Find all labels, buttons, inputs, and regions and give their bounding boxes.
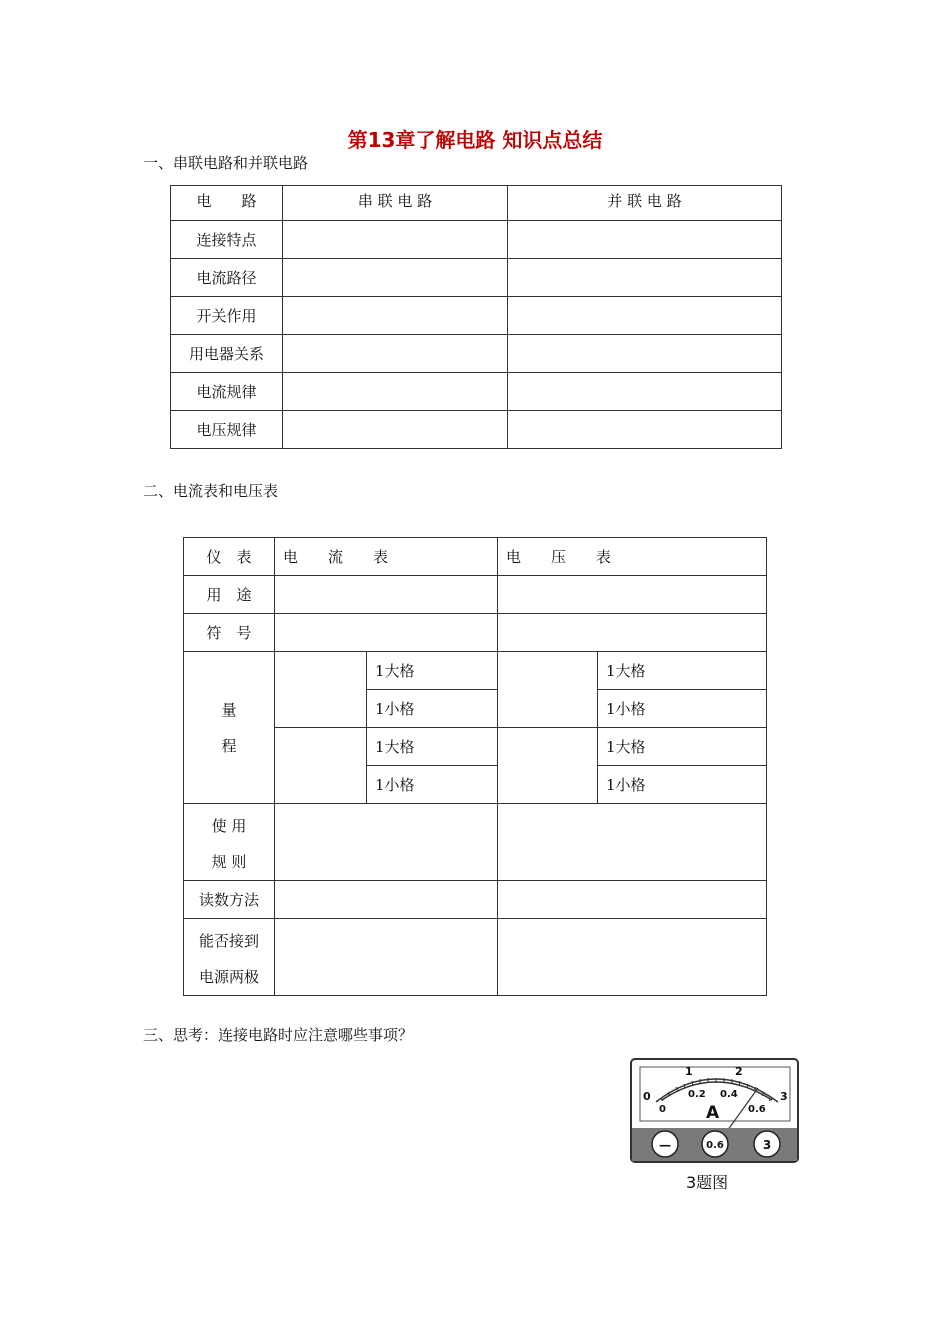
terminal-label: 0.6 — [706, 1140, 724, 1151]
table-row — [184, 919, 767, 996]
answer-cell[interactable] — [508, 297, 782, 335]
section2-heading: 二、电流表和电压表 — [143, 482, 279, 500]
rule-label-line: 规 则 — [211, 853, 247, 871]
table-header-cell: 电 路 — [171, 186, 283, 221]
row-label: 读数方法 — [184, 881, 275, 919]
table-row — [171, 335, 782, 373]
row-label: 开关作用 — [171, 297, 283, 335]
answer-cell[interactable] — [283, 297, 508, 335]
answer-cell[interactable] — [508, 221, 782, 259]
scale-label: 1 — [685, 1065, 693, 1078]
table-row — [171, 186, 782, 221]
rule-label-line: 使 用 — [211, 817, 247, 835]
table-row — [171, 259, 782, 297]
ammeter-figure — [630, 1058, 800, 1168]
table-row — [184, 576, 767, 614]
answer-cell[interactable] — [283, 411, 508, 449]
range-label-line: 量 — [221, 700, 237, 719]
answer-cell[interactable] — [275, 614, 498, 652]
row-label: 电压规律 — [171, 411, 283, 449]
section3-heading: 三、思考：连接电路时应注意哪些事项？ — [143, 1026, 414, 1044]
table-row — [184, 538, 767, 576]
range-label-line: 程 — [221, 736, 237, 755]
page-title: 第13章了解电路 知识点总结 — [347, 128, 603, 152]
answer-cell[interactable] — [498, 804, 767, 881]
unit-label: A — [706, 1103, 720, 1123]
division-label: 1小格 — [367, 690, 498, 728]
ammeter-icon — [630, 1058, 800, 1164]
row-label: 用 途 — [184, 576, 275, 614]
source-label-line: 电源两极 — [198, 968, 259, 986]
figure-caption: 3题图 — [686, 1173, 729, 1192]
division-label: 1大格 — [367, 652, 498, 690]
answer-cell[interactable] — [498, 652, 598, 728]
ammeter-voltmeter-table — [183, 537, 767, 996]
answer-cell[interactable] — [275, 652, 367, 728]
answer-cell[interactable] — [275, 919, 498, 996]
source-label — [184, 919, 275, 996]
table-row — [184, 804, 767, 881]
scale-label: 0.4 — [720, 1089, 738, 1100]
table-row — [184, 614, 767, 652]
answer-cell[interactable] — [508, 411, 782, 449]
row-label: 电流路径 — [171, 259, 283, 297]
table-header-cell: 并 联 电 路 — [508, 186, 782, 221]
answer-cell[interactable] — [283, 221, 508, 259]
series-parallel-table — [170, 185, 782, 449]
scale-label: 0 — [643, 1090, 651, 1103]
division-label: 1小格 — [598, 766, 767, 804]
row-label: 电流规律 — [171, 373, 283, 411]
range-label — [184, 652, 275, 804]
answer-cell[interactable] — [283, 259, 508, 297]
row-label: 连接特点 — [171, 221, 283, 259]
division-label: 1大格 — [367, 728, 498, 766]
section1-heading: 一、串联电路和并联电路 — [143, 154, 309, 172]
row-label: 符 号 — [184, 614, 275, 652]
answer-cell[interactable] — [275, 576, 498, 614]
table-header-cell: 电 压 表 — [498, 538, 767, 576]
answer-cell[interactable] — [508, 335, 782, 373]
scale-label: 0.2 — [688, 1089, 706, 1100]
division-label: 1大格 — [598, 728, 767, 766]
table-row — [171, 411, 782, 449]
row-label: 用电器关系 — [171, 335, 283, 373]
scale-label: 2 — [735, 1065, 743, 1078]
answer-cell[interactable] — [283, 373, 508, 411]
table-row — [184, 881, 767, 919]
division-label: 1小格 — [598, 690, 767, 728]
scale-label: 0 — [659, 1104, 666, 1115]
answer-cell[interactable] — [283, 335, 508, 373]
table-row — [171, 373, 782, 411]
division-label: 1小格 — [367, 766, 498, 804]
answer-cell[interactable] — [498, 919, 767, 996]
division-label: 1大格 — [598, 652, 767, 690]
table-row — [184, 652, 767, 690]
terminal-label: 3 — [762, 1138, 772, 1152]
table-header-cell: 串 联 电 路 — [283, 186, 508, 221]
answer-cell[interactable] — [498, 881, 767, 919]
table-row — [171, 221, 782, 259]
answer-cell[interactable] — [498, 728, 598, 804]
answer-cell[interactable] — [275, 804, 498, 881]
table-row — [171, 297, 782, 335]
source-label-line: 能否接到 — [198, 932, 259, 950]
terminal-label: — — [659, 1138, 671, 1152]
answer-cell[interactable] — [498, 576, 767, 614]
answer-cell[interactable] — [275, 881, 498, 919]
table-header-cell: 仪 表 — [184, 538, 275, 576]
scale-label: 3 — [780, 1090, 788, 1103]
rule-label — [184, 804, 275, 881]
answer-cell[interactable] — [275, 728, 367, 804]
answer-cell[interactable] — [498, 614, 767, 652]
scale-label: 0.6 — [748, 1104, 766, 1115]
answer-cell[interactable] — [508, 373, 782, 411]
answer-cell[interactable] — [508, 259, 782, 297]
table-header-cell: 电 流 表 — [275, 538, 498, 576]
